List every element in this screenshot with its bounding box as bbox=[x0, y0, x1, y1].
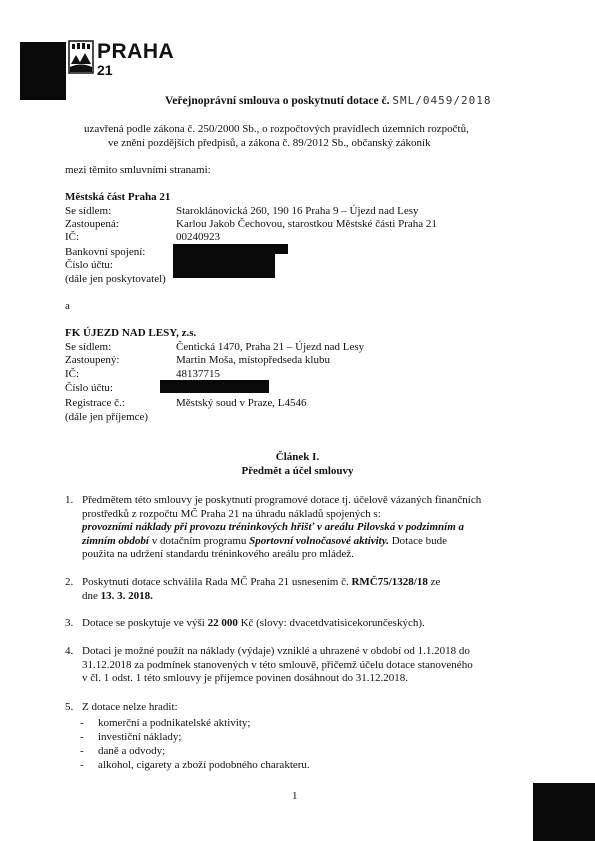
provider-seat: Staroklánovická 260, 190 16 Praha 9 – Újezd nad Lesy bbox=[176, 205, 419, 217]
item-5-bullet-3: daně a odvody; bbox=[98, 745, 166, 757]
item-2-line-1 bbox=[82, 576, 522, 590]
item-3-text-c: Kč (slovy: dvacetdvatisicekorunčeských). bbox=[237, 617, 425, 629]
item-5-bullet-1: komerční a podnikatelské aktivity; bbox=[98, 717, 251, 729]
item-1-line-3: provozními náklady při provozu tréninkových hřišť v areálu Pilovská v podzimním a bbox=[82, 521, 465, 534]
bullet-dash: - bbox=[80, 731, 84, 743]
intro-line-1: uzavřená podle zákona č. 250/2000 Sb., o rozpočtových pravidlech územních rozpočtů, bbox=[84, 123, 469, 135]
provider-account-redaction bbox=[173, 254, 275, 278]
item-5-intro: Z dotace nelze hradit: bbox=[82, 701, 178, 713]
redaction-block-bottom-right bbox=[533, 783, 595, 841]
item-1-line-5: použita na udržení standardu tréninkového areálu pro mládež. bbox=[82, 548, 354, 561]
provider-account-label: Číslo účtu: bbox=[65, 259, 113, 271]
item-2-text bbox=[82, 576, 522, 603]
item-4-text bbox=[82, 645, 522, 686]
provider-rep: Karlou Jakob Čechovou, starostkou Městské části Praha 21 bbox=[176, 218, 437, 230]
recipient-account-redaction bbox=[160, 380, 269, 393]
item-1-program-intro: v dotačním programu bbox=[148, 534, 250, 547]
item-2-date-prefix: dne bbox=[82, 589, 101, 602]
recipient-ic-label: IČ: bbox=[65, 368, 80, 380]
article-title: Předmět a účel smlouvy bbox=[241, 465, 354, 477]
item-1-line-2: prostředků z rozpočtu MČ Praha 21 na úhradu nákladů spojených s: bbox=[82, 507, 381, 520]
intro-line-2: ve znění pozdějších předpisů, a zákona č. 89/2012 Sb., občanský zákoník bbox=[108, 137, 431, 149]
provider-seat-label: Se sídlem: bbox=[65, 205, 112, 217]
recipient-seat: Čentická 1470, Praha 21 – Újezd nad Lesy bbox=[176, 341, 365, 353]
and-separator: a bbox=[65, 300, 70, 312]
recipient-role: (dále jen příjemce) bbox=[65, 411, 149, 423]
redaction-block-top-left bbox=[20, 42, 66, 100]
handwritten-contract-number: SML/0459/2018 bbox=[392, 94, 492, 107]
parties-intro: mezi těmito smluvními stranami: bbox=[65, 164, 211, 176]
item-1-number: 1. bbox=[65, 494, 74, 506]
provider-bank-redaction bbox=[173, 244, 288, 254]
item-2-line-2 bbox=[82, 590, 522, 604]
item-5-bullet-2: investiční náklady; bbox=[98, 731, 182, 743]
provider-name: Městská část Praha 21 bbox=[65, 191, 171, 203]
provider-role: (dále jen poskytovatel) bbox=[65, 273, 166, 285]
recipient-reg-label: Registrace č.: bbox=[65, 397, 125, 409]
item-5-bullet-4: alkohol, cigarety a zboží podobného charakteru. bbox=[98, 759, 310, 771]
item-2-text-a: Poskytnutí dotace schválila Rada MČ Praha 21 usnesením č. bbox=[82, 576, 352, 588]
item-3-text bbox=[82, 617, 522, 631]
item-2-text-c: ze bbox=[427, 576, 441, 588]
item-3-amount: 22 000 bbox=[207, 617, 238, 629]
item-1-program-name: Sportovní volnočasové aktivity. bbox=[249, 534, 389, 547]
item-1-text bbox=[82, 494, 522, 562]
item-4-line-3: v čl. 1 odst. 1 této smlouvy je příjemce povinen dosáhnout do 31.12.2018. bbox=[82, 672, 408, 685]
provider-ic: 00240923 bbox=[176, 231, 220, 243]
recipient-rep: Martin Moša, místopředseda klubu bbox=[176, 354, 330, 366]
provider-rep-label: Zastoupená: bbox=[65, 218, 119, 230]
item-2-date: 13. 3. 2018. bbox=[100, 589, 153, 602]
provider-bank-label: Bankovní spojení: bbox=[65, 246, 146, 258]
praha-21-logo bbox=[68, 40, 175, 80]
item-4-line-2: 31.12.2018 za podmínek stanovených v této smlouvě, přičemž účelu dotace stanoveného bbox=[82, 658, 473, 671]
item-1-line-4-end: Dotace bude bbox=[388, 534, 447, 547]
logo-name: PRAHA bbox=[97, 40, 175, 63]
recipient-rep-label: Zastoupený: bbox=[65, 354, 120, 366]
item-1-line-4 bbox=[82, 535, 522, 549]
title-text: Veřejnoprávní smlouva o poskytnutí dotace č. bbox=[165, 95, 390, 107]
recipient-seat-label: Se sídlem: bbox=[65, 341, 112, 353]
bullet-dash: - bbox=[80, 759, 84, 771]
item-1-period: zimním období bbox=[82, 534, 149, 547]
document-title bbox=[165, 94, 491, 108]
recipient-reg: Městský soud v Praze, L4546 bbox=[176, 397, 307, 409]
item-3-text-a: Dotace se poskytuje ve výši bbox=[82, 617, 208, 629]
recipient-name: FK ÚJEZD NAD LESY, z.s. bbox=[65, 327, 197, 339]
item-3-number: 3. bbox=[65, 617, 74, 629]
item-1-line-1: Předmětem této smlouvy je poskytnutí programové dotace tj. účelově vázaných finančních bbox=[82, 494, 482, 506]
recipient-account-label: Číslo účtu: bbox=[65, 382, 113, 394]
article-number: Článek I. bbox=[275, 451, 320, 463]
item-4-line-1: Dotaci je možné použít na náklady (výdaje) vzniklé a uhrazené v období od 1.1.2018 do bbox=[82, 645, 470, 657]
recipient-ic: 48137715 bbox=[176, 368, 220, 380]
coat-of-arms-icon bbox=[68, 40, 94, 74]
page-number: 1 bbox=[292, 790, 298, 802]
bullet-dash: - bbox=[80, 745, 84, 757]
item-4-number: 4. bbox=[65, 645, 74, 657]
item-2-number: 2. bbox=[65, 576, 74, 588]
provider-ic-label: IČ: bbox=[65, 231, 80, 243]
logo-district: 21 bbox=[97, 62, 113, 78]
bullet-dash: - bbox=[80, 717, 84, 729]
item-5-number: 5. bbox=[65, 701, 74, 713]
item-2-resolution: RMČ75/1328/18 bbox=[351, 576, 428, 588]
